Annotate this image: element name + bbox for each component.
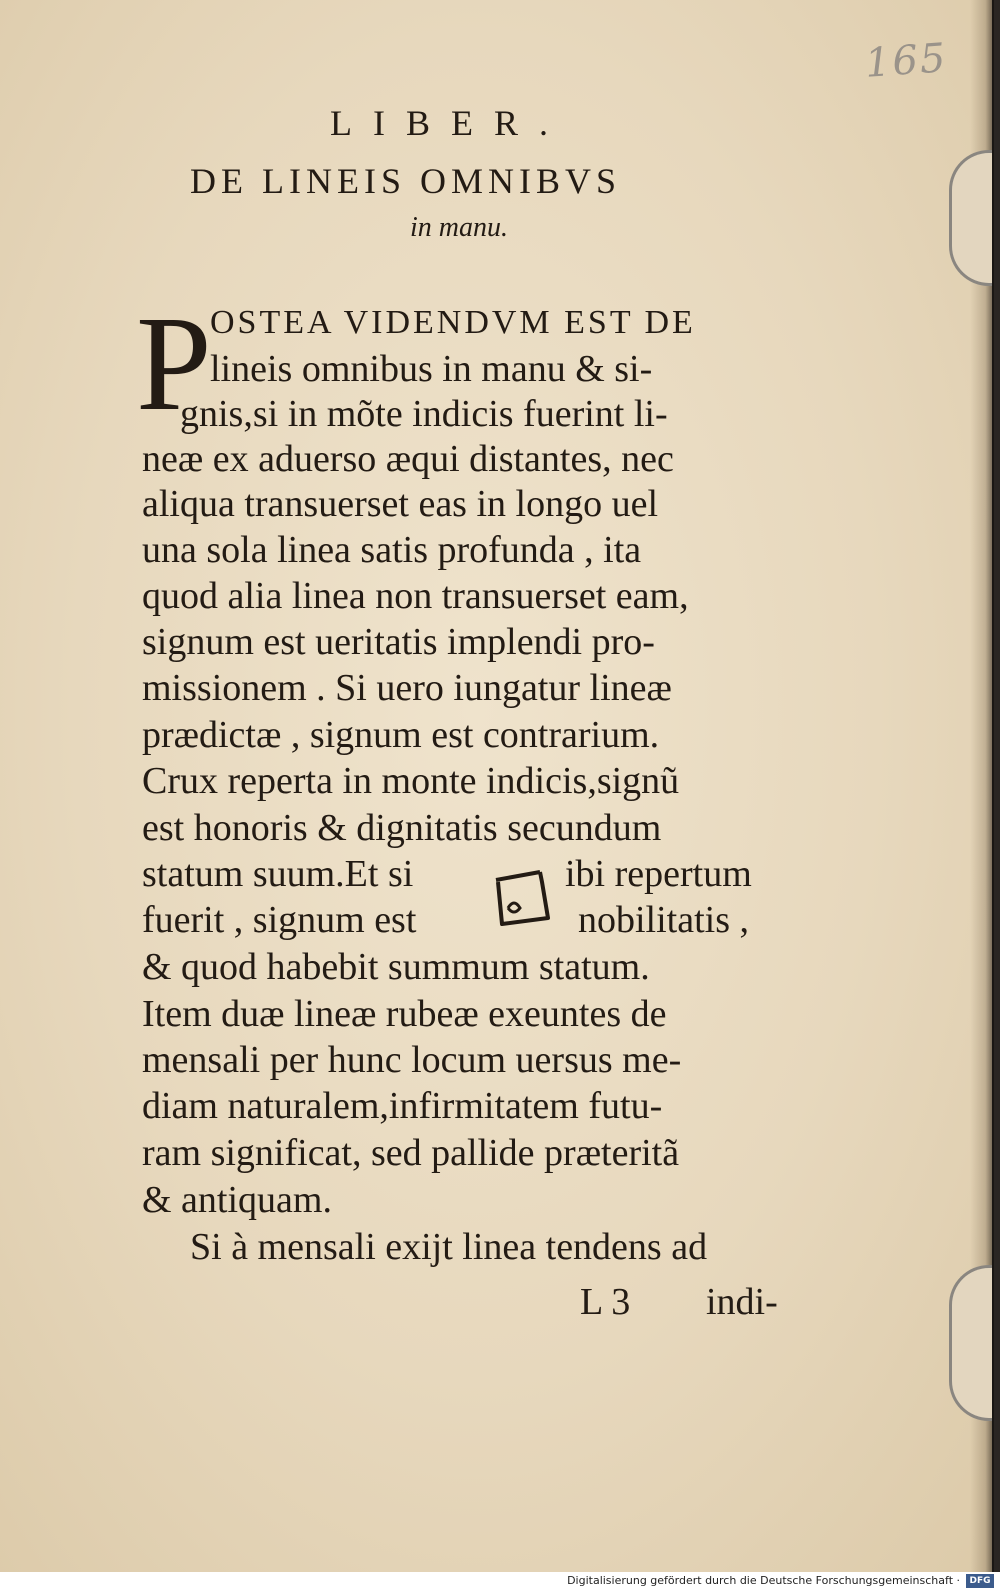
chapter-subtitle: in manu. [410, 212, 508, 243]
dfg-logo-icon: DFG [966, 1574, 994, 1588]
text-line-14b: nobilitatis , [578, 899, 749, 941]
text-line-20: & antiquam. [142, 1179, 332, 1221]
text-line-10: prædictæ , signum est contrarium. [142, 714, 660, 756]
text-line-21: Si à mensali exijt linea tendens ad [190, 1226, 708, 1268]
text-line-17: mensali per hunc locum uersus me- [142, 1039, 682, 1081]
text-line-2: lineis omnibus in manu & si- [210, 348, 653, 390]
text-line-3: gnis,si in mõte indicis fuerint li- [180, 393, 668, 435]
funding-credit: Digitalisierung gefördert durch die Deutsche Forschungsgemeinschaft · [567, 1574, 960, 1587]
text-line-13b: ibi repertum [565, 853, 752, 895]
text-line-18: diam naturalem,infirmitatem futu- [142, 1085, 663, 1127]
text-line-11: Crux reperta in monte indicis,signũ [142, 760, 680, 802]
page-clip-bottom [949, 1265, 994, 1421]
text-line-15: & quod habebit summum statum. [142, 946, 650, 988]
text-line-7: quod alia linea non transuerset eam, [142, 575, 689, 617]
text-line-12: est honoris & dignitatis secundum [142, 807, 662, 849]
chapter-title: DE LINEIS OMNIBVS [190, 161, 621, 201]
text-line-6: una sola linea satis profunda , ita [142, 529, 642, 571]
text-line-5: aliqua transuerset eas in longo uel [142, 483, 659, 525]
footer-bar [0, 1572, 1000, 1592]
text-line-9: missionem . Si uero iungatur lineæ [142, 667, 672, 709]
text-line-16: Item duæ lineæ rubeæ exeuntes de [142, 993, 667, 1035]
page-clip-top [949, 150, 994, 286]
text-line-1: OSTEA VIDENDVM EST DE [210, 304, 696, 341]
text-line-19: ram significat, sed pallide præteritã [142, 1132, 680, 1174]
catchword: indi- [706, 1281, 778, 1323]
signature-mark: L 3 [580, 1281, 631, 1323]
text-line-13a: statum suum.Et si [142, 853, 414, 895]
text-line-8: signum est ueritatis implendi pro- [142, 621, 655, 663]
text-line-14a: fuerit , signum est [142, 899, 417, 941]
running-head: LIBER. [330, 103, 569, 143]
quadrangle-sign-icon [492, 868, 552, 930]
text-line-4: neæ ex aduerso æqui distantes, nec [142, 438, 674, 480]
drop-cap: P [136, 289, 212, 439]
folio-number: 165 [863, 35, 949, 87]
